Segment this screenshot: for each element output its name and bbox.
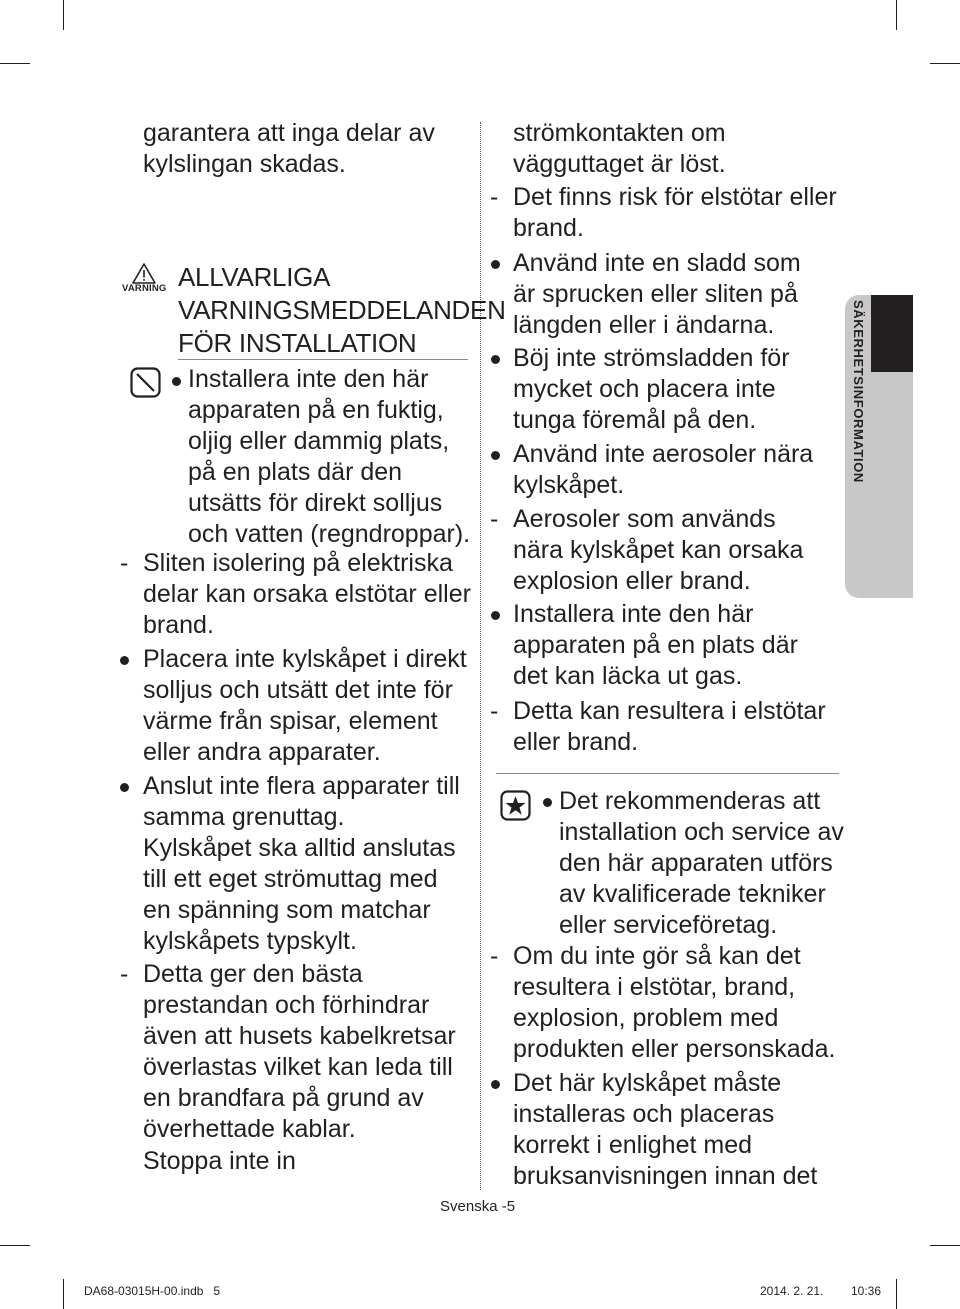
- bullet-icon: [120, 656, 129, 665]
- text-line: värme från spisar, element: [143, 707, 438, 735]
- bullet-icon: [491, 260, 500, 269]
- crop-mark: [63, 0, 64, 30]
- text-line: en brandfara på grund av: [143, 1084, 424, 1112]
- text-line: vägguttaget är löst.: [513, 150, 726, 178]
- text-line: till ett eget strömuttag med: [143, 865, 438, 893]
- text-line: eller serviceföretag.: [559, 911, 778, 939]
- text-line: den här apparaten utförs: [559, 849, 833, 877]
- crop-mark: [0, 63, 30, 64]
- bullet-icon: [172, 377, 181, 386]
- section-tab-marker: [871, 295, 913, 372]
- dash-marker: -: [490, 697, 499, 725]
- text-line: på en plats där den: [188, 458, 403, 486]
- text-line: installeras och placeras: [513, 1100, 775, 1128]
- text-line: Använd inte en sladd som: [513, 249, 801, 277]
- text-line: överlastas vilket kan leda till: [143, 1053, 453, 1081]
- text-line: det kan läcka ut gas.: [513, 662, 743, 690]
- bullet-icon: [491, 1080, 500, 1089]
- text-line: mycket och placera inte: [513, 375, 776, 403]
- text-line: samma grenuttag.: [143, 803, 345, 831]
- crop-mark: [896, 1279, 897, 1309]
- text-line: en spänning som matchar: [143, 896, 431, 924]
- crop-mark: [930, 1245, 960, 1246]
- text-line: Använd inte aerosoler nära: [513, 440, 814, 468]
- warning-heading: VARNINGSMEDDELANDEN: [178, 295, 506, 325]
- text-line: och vatten (regndroppar).: [188, 520, 471, 548]
- text-line: Böj inte strömsladden för: [513, 344, 790, 372]
- text-line: Detta ger den bästa: [143, 960, 363, 988]
- text-line: prestandan och förhindrar: [143, 991, 430, 1019]
- text-line: Anslut inte flera apparater till: [143, 772, 460, 800]
- dash-marker: -: [490, 505, 499, 533]
- text-line: korrekt i enlighet med: [513, 1131, 753, 1159]
- text-line: explosion eller brand.: [513, 567, 751, 595]
- text-line: kylskåpets typskylt.: [143, 927, 357, 955]
- footer-date: 2014. 2. 21.: [760, 1284, 824, 1298]
- footer-file: DA68-03015H-00.indb 5: [84, 1284, 221, 1298]
- crop-mark: [896, 0, 897, 30]
- text-line: oljig eller dammig plats,: [188, 427, 450, 455]
- text-line: produkten eller personskada.: [513, 1035, 836, 1063]
- text-line: apparaten på en plats där: [513, 631, 798, 659]
- section-rule: [496, 773, 839, 774]
- warning-heading: ALLVARLIGA: [178, 262, 331, 292]
- crop-mark: [930, 63, 960, 64]
- text-line: Installera inte den här: [188, 365, 429, 393]
- bullet-icon: [543, 798, 552, 807]
- text-line: brand.: [143, 611, 214, 639]
- star-icon: [500, 790, 531, 821]
- text-line: överhettade kablar.: [143, 1115, 356, 1143]
- dash-marker: -: [120, 549, 129, 577]
- text-line: Om du inte gör så kan det: [513, 942, 801, 970]
- text-line: Aerosoler som används: [513, 505, 776, 533]
- text-line: även att husets kabelkretsar: [143, 1022, 456, 1050]
- text-line: explosion, problem med: [513, 1004, 779, 1032]
- text-line: Stoppa inte in: [143, 1147, 296, 1175]
- text-line: delar kan orsaka elstötar eller: [143, 580, 471, 608]
- warning-icon: [118, 262, 170, 296]
- column-divider: [480, 122, 481, 1190]
- text-line: nära kylskåpet kan orsaka: [513, 536, 804, 564]
- text-line: eller brand.: [513, 728, 639, 756]
- footer-time: 10:36: [851, 1284, 882, 1298]
- text-line: är sprucken eller sliten på: [513, 280, 798, 308]
- dash-marker: -: [120, 960, 129, 988]
- text-line: kylskåpet.: [513, 471, 625, 499]
- bullet-icon: [491, 611, 500, 620]
- text-line: eller andra apparater.: [143, 738, 381, 766]
- text-line: Det här kylskåpet måste: [513, 1069, 782, 1097]
- intro-line: kylslingan skadas.: [143, 150, 346, 178]
- text-line: strömkontakten om: [513, 119, 726, 147]
- text-line: Det finns risk för elstötar eller: [513, 183, 837, 211]
- text-line: längden eller i ändarna.: [513, 311, 775, 339]
- text-line: brand.: [513, 214, 584, 242]
- crop-mark: [0, 1245, 30, 1246]
- text-line: Kylskåpet ska alltid anslutas: [143, 834, 456, 862]
- section-tab-label: SÄKERHETSINFORMATION: [851, 300, 866, 483]
- dash-marker: -: [490, 942, 499, 970]
- text-line: bruksanvisningen innan det: [513, 1162, 818, 1190]
- text-line: resultera i elstötar, brand,: [513, 973, 796, 1001]
- text-line: apparaten på en fuktig,: [188, 396, 444, 424]
- heading-rule: [178, 359, 468, 360]
- text-line: Det rekommenderas att: [559, 787, 821, 815]
- page-number: Svenska -5: [440, 1198, 516, 1215]
- bullet-icon: [491, 451, 500, 460]
- intro-line: garantera att inga delar av: [143, 119, 435, 147]
- warning-heading: FÖR INSTALLATION: [178, 328, 417, 358]
- text-line: installation och service av: [559, 818, 844, 846]
- text-line: av kvalificerade tekniker: [559, 880, 826, 908]
- text-line: utsätts för direkt solljus: [188, 489, 443, 517]
- text-line: Detta kan resultera i elstötar: [513, 697, 826, 725]
- text-line: solljus och utsätt det inte för: [143, 676, 453, 704]
- warning-label: VARNING: [122, 283, 167, 294]
- prohibition-icon: [130, 367, 161, 398]
- crop-mark: [63, 1279, 64, 1309]
- dash-marker: -: [490, 183, 499, 211]
- text-line: Placera inte kylskåpet i direkt: [143, 645, 467, 673]
- bullet-icon: [120, 783, 129, 792]
- text-line: Sliten isolering på elektriska: [143, 549, 453, 577]
- bullet-icon: [491, 355, 500, 364]
- text-line: Installera inte den här: [513, 600, 754, 628]
- text-line: tunga föremål på den.: [513, 406, 757, 434]
